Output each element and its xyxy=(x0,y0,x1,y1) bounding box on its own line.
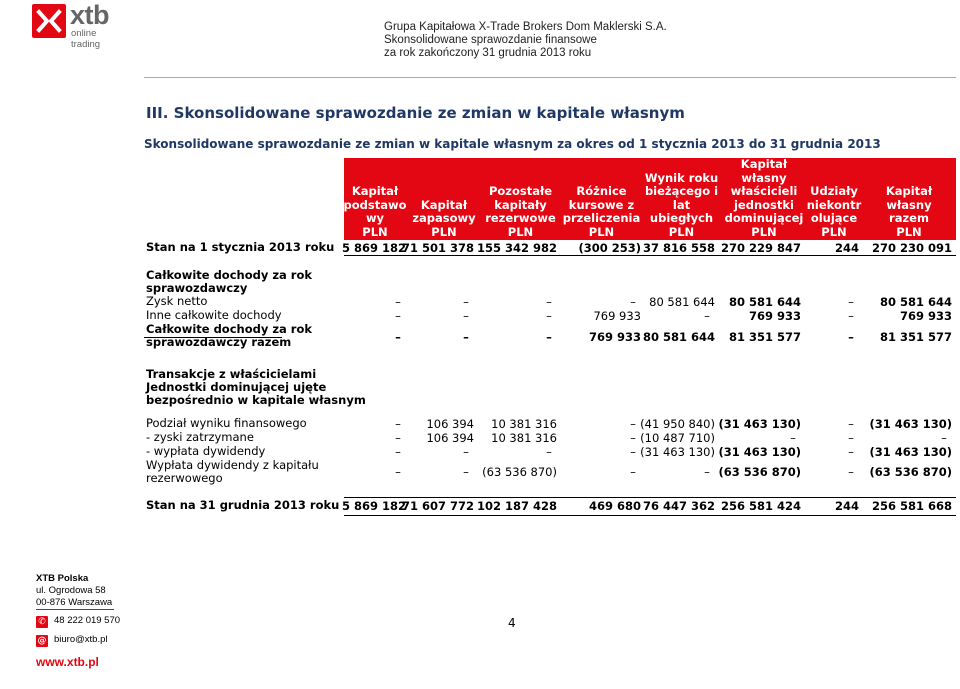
table-cell: – xyxy=(463,445,469,459)
table-cell: – xyxy=(848,445,854,459)
table-cell: 80 581 644 xyxy=(728,295,801,309)
table-cell: (63 536 870) xyxy=(718,465,801,479)
table-cell: 102 187 428 xyxy=(476,499,557,513)
table-rule xyxy=(344,497,956,498)
table-cell: 80 581 644 xyxy=(642,330,715,344)
footer-website[interactable]: www.xtb.pl xyxy=(36,655,99,669)
statement-subtitle: Skonsolidowane sprawozdanie ze zmian w kapitale własnym za okres od 1 stycznia 2013 do 31 grudnia 2013 xyxy=(144,137,881,151)
table-cell: 10 381 316 xyxy=(491,417,557,431)
table-row xyxy=(144,322,956,349)
table-cell: 769 933 xyxy=(748,309,801,323)
table-row xyxy=(144,241,956,255)
header-company: Grupa Kapitałowa X-Trade Brokers Dom Maklerski S.A. xyxy=(384,21,667,33)
column-header: Kapitał własny właścicieli jednostki dominującej PLN xyxy=(724,157,804,239)
table-row xyxy=(144,499,956,513)
table-rule xyxy=(144,337,282,338)
table-cell: – xyxy=(848,309,854,323)
row-label: Całkowite dochody za rok sprawozdawczy razem xyxy=(146,322,313,349)
section-title: III. Skonsolidowane sprawozdanie ze zmian w kapitale własnym xyxy=(146,104,685,122)
table-row xyxy=(144,445,956,459)
table-cell: 769 933 xyxy=(899,309,952,323)
table-cell: 244 xyxy=(834,499,859,513)
table-rule xyxy=(344,255,956,256)
row-label: Podział wyniku finansowego xyxy=(146,416,307,430)
table-cell: 80 581 644 xyxy=(879,295,952,309)
table-cell: 256 581 424 xyxy=(720,499,801,513)
row-label: Stan na 31 grudnia 2013 roku xyxy=(146,498,340,512)
table-cell: – xyxy=(463,295,469,309)
table-cell: (31 463 130) xyxy=(718,445,801,459)
logo-tagline: online trading xyxy=(71,28,101,50)
table-cell: – xyxy=(630,445,636,459)
row-label: Zysk netto xyxy=(146,294,208,308)
table-cell: 256 581 668 xyxy=(871,499,952,513)
page-number: 4 xyxy=(508,616,516,630)
table-cell: (41 950 840) xyxy=(640,417,715,431)
table-cell: – xyxy=(630,417,636,431)
table-cell: – xyxy=(848,431,854,445)
footer-phone: 48 222 019 570 xyxy=(54,615,121,626)
table-cell: 80 581 644 xyxy=(649,295,715,309)
column-header: Kapitał podstawo wy PLN xyxy=(343,184,407,239)
footer-company: XTB Polska xyxy=(36,573,89,584)
row-label: Stan na 1 stycznia 2013 roku xyxy=(146,240,335,254)
table-cell: 71 501 378 xyxy=(401,241,474,255)
row-label: Wypłata dywidendy z kapitału rezerwowego xyxy=(146,458,319,485)
table-cell: 76 447 362 xyxy=(642,499,715,513)
table-cell: – xyxy=(395,295,401,309)
footer-street: ul. Ogrodowa 58 xyxy=(36,585,106,596)
header-report: Skonsolidowane sprawozdanie finansowe xyxy=(384,34,597,46)
table-cell: (63 536 870) xyxy=(869,465,952,479)
table-cell: 270 229 847 xyxy=(720,241,801,255)
header-rule xyxy=(144,77,956,78)
row-label: Całkowite dochody za rok sprawozdawczy xyxy=(146,268,313,295)
table-cell: 469 680 xyxy=(588,499,641,513)
table-cell: 769 933 xyxy=(593,309,641,323)
row-label: - zyski zatrzymane xyxy=(146,430,254,444)
column-header: Kapitał zapasowy PLN xyxy=(412,197,476,239)
header-period: za rok zakończony 31 grudnia 2013 roku xyxy=(384,47,592,59)
table-cell: – xyxy=(790,431,796,445)
table-cell: – xyxy=(395,309,401,323)
footer-divider xyxy=(36,609,114,610)
table-cell: – xyxy=(704,309,710,323)
row-label: Transakcje z właścicielami Jednostki dominującej ujęte bezpośrednio w kapitale własnym xyxy=(146,367,366,407)
table-row xyxy=(144,309,956,323)
footer-address xyxy=(36,573,112,609)
table-cell: – xyxy=(848,465,854,479)
table-cell: – xyxy=(463,465,469,479)
xtb-logo xyxy=(32,0,124,50)
table-cell: (10 487 710) xyxy=(640,431,715,445)
table-cell: 5 869 182 xyxy=(341,499,406,513)
table-cell: – xyxy=(395,465,401,479)
table-cell: – xyxy=(704,465,710,479)
table-cell: – xyxy=(546,309,552,323)
table-cell: 244 xyxy=(834,241,859,255)
table-cell: (31 463 130) xyxy=(869,445,952,459)
phone-icon: ✆ xyxy=(36,616,48,628)
table-cell: 106 394 xyxy=(426,431,474,445)
column-header: Pozostałe kapitały rezerwowe PLN xyxy=(485,184,556,239)
at-icon: @ xyxy=(37,636,47,646)
column-header: Kapitał własny razem PLN xyxy=(885,184,933,239)
document-header xyxy=(384,21,667,60)
table-cell: – xyxy=(546,295,552,309)
table-row xyxy=(144,431,956,445)
table-row xyxy=(144,417,956,431)
table-row xyxy=(144,268,956,295)
table-cell: 106 394 xyxy=(426,417,474,431)
footer-city: 00-876 Warszawa xyxy=(36,597,113,608)
table-cell: 81 351 577 xyxy=(879,330,952,344)
table-cell: – xyxy=(395,330,401,344)
xtb-logo-mark xyxy=(32,4,66,38)
table-cell: – xyxy=(941,431,947,445)
row-label: - wypłata dywidendy xyxy=(146,444,266,458)
table-cell: – xyxy=(546,445,552,459)
table-cell: – xyxy=(463,330,469,344)
table-cell: – xyxy=(546,330,552,344)
table-row xyxy=(144,367,956,407)
table-cell: – xyxy=(848,330,854,344)
table-cell: – xyxy=(848,295,854,309)
table-cell: 10 381 316 xyxy=(491,431,557,445)
table-cell: – xyxy=(395,431,401,445)
table-cell: (63 536 870) xyxy=(482,465,557,479)
column-header: Różnice kursowe z przeliczenia PLN xyxy=(562,184,641,239)
table-rule xyxy=(344,515,956,516)
table-cell: – xyxy=(630,295,636,309)
table-cell: (31 463 130) xyxy=(869,417,952,431)
table-cell: 5 869 182 xyxy=(341,241,406,255)
table-cell: 81 351 577 xyxy=(728,330,801,344)
table-cell: – xyxy=(630,465,636,479)
table-cell: – xyxy=(395,417,401,431)
table-cell: – xyxy=(463,309,469,323)
row-label: Inne całkowite dochody xyxy=(146,308,282,322)
table-cell: – xyxy=(848,417,854,431)
logo-name: xtb xyxy=(70,0,109,30)
table-cell: – xyxy=(395,445,401,459)
table-row xyxy=(144,458,956,485)
table-cell: 270 230 091 xyxy=(871,241,952,255)
table-row xyxy=(144,295,956,309)
column-header: Udziały niekontr olujące PLN xyxy=(806,184,862,239)
footer-email[interactable]: biuro@xtb.pl xyxy=(54,634,108,645)
table-cell: 37 816 558 xyxy=(642,241,715,255)
table-cell: (300 253) xyxy=(578,241,641,255)
column-header: Wynik roku bieżącego i lat ubiegłych PLN xyxy=(644,170,719,239)
table-cell: 155 342 982 xyxy=(476,241,557,255)
table-cell: 71 607 772 xyxy=(401,499,474,513)
table-cell: – xyxy=(630,431,636,445)
table-cell: 769 933 xyxy=(588,330,641,344)
table-cell: (31 463 130) xyxy=(718,417,801,431)
table-cell: (31 463 130) xyxy=(640,445,715,459)
